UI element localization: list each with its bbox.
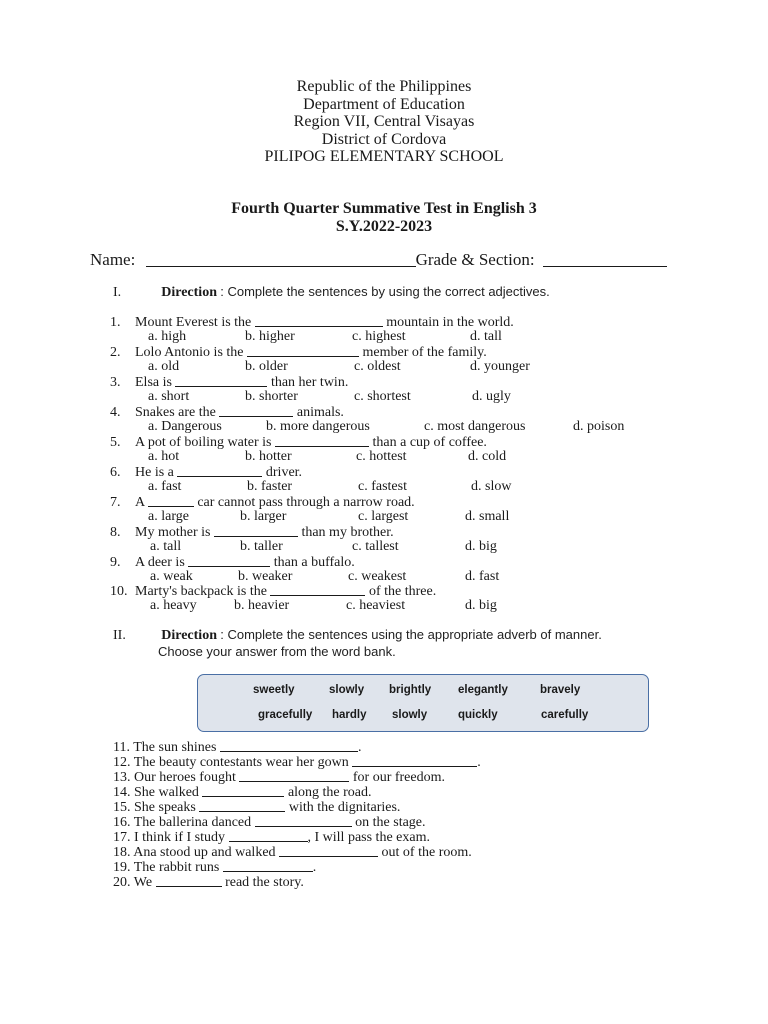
answer-choice[interactable]: b. higher <box>245 329 295 344</box>
answer-blank[interactable] <box>247 344 359 357</box>
question-text: with the dignitaries. <box>285 800 401 815</box>
answer-choice[interactable]: d. big <box>465 598 497 613</box>
question-text: The sun shines <box>133 740 220 755</box>
answer-choice[interactable]: c. heaviest <box>346 598 406 613</box>
answer-blank[interactable] <box>352 754 477 767</box>
question-text: The ballerina danced <box>133 815 255 830</box>
answer-choice[interactable]: d. younger <box>470 359 530 374</box>
answer-blank[interactable] <box>270 583 365 596</box>
word-bank <box>197 674 649 732</box>
answer-blank[interactable] <box>279 844 378 857</box>
header-line: PILIPOG ELEMENTARY SCHOOL <box>264 148 504 165</box>
header-line: Region VII, Central Visayas <box>293 113 475 130</box>
question-number: 10. <box>110 584 128 599</box>
word-bank-word: carefully <box>541 709 589 721</box>
question-number: 2. <box>110 345 121 360</box>
header-line: Republic of the Philippines <box>296 78 472 95</box>
test-title-line1: Fourth Quarter Summative Test in English 3 <box>231 200 537 217</box>
name-field[interactable] <box>146 251 416 267</box>
question-text: car cannot pass through a narrow road. <box>193 495 415 510</box>
question-number: 7. <box>110 495 121 510</box>
question-text: along the road. <box>284 785 372 800</box>
question-text: Elsa is <box>135 375 176 390</box>
question-text: A deer is <box>135 555 189 570</box>
section-1-heading <box>113 284 550 301</box>
question-text: driver. <box>262 465 303 480</box>
answer-choice[interactable]: b. larger <box>240 509 287 524</box>
answer-choice[interactable]: d. cold <box>468 449 507 464</box>
answer-choice[interactable]: a. high <box>148 329 187 344</box>
question-text: animals. <box>293 405 344 420</box>
answer-choice[interactable]: a. short <box>148 389 190 404</box>
answer-choice[interactable]: d. tall <box>470 329 502 344</box>
question-item <box>110 374 348 391</box>
school-header <box>0 78 768 166</box>
answer-choice[interactable]: a. heavy <box>150 598 197 613</box>
answer-blank[interactable] <box>219 404 293 417</box>
answer-choice[interactable]: c. largest <box>358 509 409 524</box>
answer-choice[interactable]: b. older <box>245 359 288 374</box>
question-text: for our freedom. <box>349 770 446 785</box>
school-year: S.Y.2022-2023 <box>335 218 433 235</box>
answer-blank[interactable] <box>175 374 267 387</box>
question-item <box>113 874 304 891</box>
question-number: 20. <box>113 875 134 890</box>
question-number: 18. <box>113 845 134 860</box>
question-number: 19. <box>113 860 134 875</box>
answer-choice[interactable]: b. taller <box>240 539 283 554</box>
question-text: than a cup of coffee. <box>369 435 487 450</box>
question-text: member of the family. <box>359 345 487 360</box>
question-number: 9. <box>110 555 121 570</box>
answer-choice[interactable]: a. weak <box>150 569 193 584</box>
question-text: read the story. <box>221 875 304 890</box>
answer-choice[interactable]: c. hottest <box>356 449 407 464</box>
question-number: 8. <box>110 525 121 540</box>
section-2-instruction: : Complete the sentences using the appropriate adverb of manner. <box>220 627 602 642</box>
question-text: He is a <box>135 465 178 480</box>
answer-blank[interactable] <box>156 874 222 887</box>
answer-choice[interactable]: a. Dangerous <box>148 419 222 434</box>
section-2-instruction-line2: Choose your answer from the word bank. <box>158 644 396 659</box>
name-label: Name: <box>90 250 136 269</box>
question-item <box>110 554 355 571</box>
answer-blank[interactable] <box>223 859 313 872</box>
answer-choice[interactable]: b. heavier <box>234 598 290 613</box>
answer-choice[interactable]: b. hotter <box>245 449 292 464</box>
answer-choice[interactable]: a. fast <box>148 479 182 494</box>
question-text: than a buffalo. <box>270 555 355 570</box>
question-text: of the three. <box>365 584 437 599</box>
answer-choice[interactable]: c. shortest <box>354 389 411 404</box>
question-text: Marty's backpack is the <box>135 584 271 599</box>
header-line: District of Cordova <box>321 130 447 148</box>
question-number: 4. <box>110 405 121 420</box>
question-text: out of the room. <box>378 845 472 860</box>
question-number: 13. <box>113 770 134 785</box>
answer-choice[interactable]: c. oldest <box>354 359 401 374</box>
question-text: A <box>135 495 148 510</box>
question-text: I think if I study <box>134 830 229 845</box>
answer-choice[interactable]: d. slow <box>471 479 512 494</box>
word-bank-word: brightly <box>389 684 432 696</box>
word-bank-word: hardly <box>332 709 367 721</box>
answer-choice[interactable]: c. fastest <box>358 479 407 494</box>
direction-label: Direction <box>161 628 217 643</box>
question-text: My mother is <box>135 525 214 540</box>
question-text: mountain in the world. <box>382 315 514 330</box>
grade-section-field[interactable] <box>543 251 667 267</box>
answer-blank[interactable] <box>202 784 284 797</box>
section-2-heading <box>113 627 602 644</box>
question-number: 11. <box>113 740 134 755</box>
answer-choice[interactable]: d. big <box>465 539 497 554</box>
answer-choice[interactable]: d. small <box>465 509 510 524</box>
test-title <box>0 200 768 236</box>
answer-blank[interactable] <box>177 464 262 477</box>
answer-choice[interactable]: a. hot <box>148 449 180 464</box>
answer-choice[interactable]: c. most dangerous <box>424 419 526 434</box>
answer-choice[interactable]: c. tallest <box>352 539 399 554</box>
question-text: on the stage. <box>351 815 426 830</box>
section-1-number: I. <box>113 285 122 300</box>
question-number: 12. <box>113 755 134 770</box>
header-line: Department of Education <box>303 95 465 113</box>
question-text: She speaks <box>134 800 200 815</box>
answer-choice[interactable]: b. faster <box>247 479 293 494</box>
question-number: 3. <box>110 375 121 390</box>
question-text: than her twin. <box>267 375 349 390</box>
student-info-row <box>90 250 690 270</box>
word-bank-word: gracefully <box>258 709 313 721</box>
answer-blank[interactable] <box>214 524 298 537</box>
answer-choice[interactable]: d. ugly <box>472 389 511 404</box>
question-text: Our heroes fought <box>134 770 240 785</box>
question-number: 14. <box>113 785 134 800</box>
answer-choice[interactable]: b. more dangerous <box>266 419 370 434</box>
answer-blank[interactable] <box>220 739 358 752</box>
answer-choice[interactable]: a. tall <box>150 539 182 554</box>
question-text: We <box>133 875 156 890</box>
question-number: 5. <box>110 435 121 450</box>
word-bank-word: elegantly <box>458 684 508 696</box>
answer-blank[interactable] <box>275 434 369 447</box>
question-number: 1. <box>110 315 121 330</box>
answer-choice[interactable]: b. shorter <box>245 389 298 404</box>
answer-blank[interactable] <box>239 769 349 782</box>
question-text: , I will pass the exam. <box>307 830 430 845</box>
answer-choice[interactable]: c. weakest <box>348 569 407 584</box>
grade-section-label: Grade & Section: <box>415 250 535 269</box>
section-1-instruction: : Complete the sentences by using the correct adjectives. <box>220 284 550 299</box>
question-text: . <box>357 740 362 755</box>
answer-blank[interactable] <box>199 799 285 812</box>
question-number: 16. <box>113 815 134 830</box>
direction-label: Direction <box>161 285 217 300</box>
question-text: . <box>312 860 317 875</box>
question-text: The rabbit runs <box>133 860 223 875</box>
question-text: Lolo Antonio is the <box>135 345 247 360</box>
question-number: 15. <box>113 800 134 815</box>
question-text: Snakes are the <box>135 405 220 420</box>
word-bank-word: bravely <box>540 684 581 696</box>
answer-choice[interactable]: c. highest <box>352 329 406 344</box>
question-text: Ana stood up and walked <box>133 845 280 860</box>
answer-choice[interactable]: a. large <box>148 509 189 524</box>
question-text: She walked <box>134 785 203 800</box>
word-bank-word: sweetly <box>253 684 295 696</box>
question-text: than my brother. <box>297 525 394 540</box>
answer-choice[interactable]: b. weaker <box>238 569 293 584</box>
answer-blank[interactable] <box>148 494 194 507</box>
question-number: 17. <box>113 830 134 845</box>
answer-blank[interactable] <box>188 554 270 567</box>
section-2-number: II. <box>113 628 126 643</box>
answer-choice[interactable]: d. poison <box>573 419 625 434</box>
answer-blank[interactable] <box>255 314 383 327</box>
word-bank-word: slowly <box>329 684 365 696</box>
question-text: Mount Everest is the <box>135 315 255 330</box>
word-bank-word: quickly <box>458 709 498 721</box>
question-text: . <box>477 755 481 770</box>
question-number: 6. <box>110 465 121 480</box>
question-text: The beauty contestants wear her gown <box>133 755 353 770</box>
answer-choice[interactable]: a. old <box>148 359 180 374</box>
question-text: A pot of boiling water is <box>135 435 275 450</box>
answer-blank[interactable] <box>255 814 352 827</box>
answer-choice[interactable]: d. fast <box>465 569 500 584</box>
answer-blank[interactable] <box>229 829 308 842</box>
word-bank-word: slowly <box>392 709 428 721</box>
